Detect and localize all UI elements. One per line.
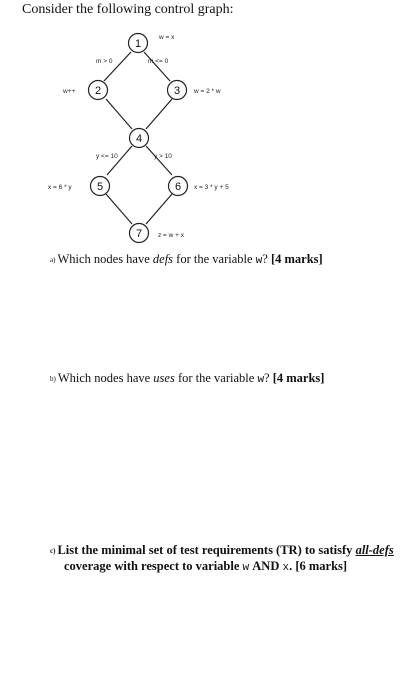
edge-6-7 <box>146 194 172 224</box>
question-b: b) Which nodes have uses for the variable w? [4 marks] <box>50 371 325 386</box>
annotation-node-6: x = 3 * y + 5 <box>194 184 229 191</box>
question-b-variable: w <box>257 374 265 386</box>
annotation-node-7: z = w + x <box>158 232 185 239</box>
question-a: a) Which nodes have defs for the variable w? [4 marks] <box>50 252 323 267</box>
question-c <box>50 543 394 576</box>
question-c-var1: w <box>242 562 250 574</box>
annotation-node-2: w++ <box>63 88 76 95</box>
question-c-line1: List the minimal set of test requirements (TR) to satisfy <box>57 543 356 557</box>
question-c-marker: c) <box>50 547 56 555</box>
node-5-label: 5 <box>96 181 104 193</box>
question-a-marker: a) <box>50 256 56 264</box>
edge-3-4 <box>146 99 172 129</box>
edge-label-1-2: m > 0 <box>96 58 113 65</box>
annotation-node-3: w = 2 * w <box>194 88 221 95</box>
node-6-label: 6 <box>174 181 182 193</box>
question-a-term: defs <box>152 252 174 266</box>
intro-text: Consider the following control graph: <box>22 2 234 17</box>
node-7-label: 7 <box>135 228 143 240</box>
question-c-var2: x <box>282 562 290 574</box>
question-c-line2: coverage with respect to variable <box>64 559 243 573</box>
annotation-node-5: x = 6 * y <box>48 184 72 191</box>
control-flow-graph <box>0 0 410 260</box>
question-a-marks: [4 marks] <box>270 252 323 266</box>
node-2-label: 2 <box>94 85 102 97</box>
question-c-and: AND <box>252 559 280 573</box>
node-3-label: 3 <box>173 85 181 97</box>
node-4-label: 4 <box>135 133 143 145</box>
edge-label-4-5: y <= 10 <box>96 153 118 160</box>
edge-4-6 <box>146 146 172 175</box>
question-b-term: uses <box>153 371 175 385</box>
edge-1-2 <box>104 52 131 81</box>
question-a-text: Which nodes have <box>57 252 153 266</box>
annotation-node-1: w = x <box>159 34 175 41</box>
question-b-marks: [4 marks] <box>272 371 325 385</box>
edge-1-3 <box>144 52 170 81</box>
question-b-text: Which nodes have <box>57 371 154 385</box>
edge-2-4 <box>106 99 132 129</box>
edge-label-1-3: m <= 0 <box>148 58 169 65</box>
question-c-term: all-defs <box>355 543 394 557</box>
edge-4-5 <box>107 146 132 175</box>
question-c-marks: . [6 marks] <box>289 559 348 573</box>
edge-5-7 <box>106 194 132 224</box>
node-1-label: 1 <box>134 38 142 50</box>
question-a-variable: w <box>255 255 263 267</box>
question-b-marker: b) <box>50 375 56 383</box>
edge-label-4-6: y > 10 <box>154 153 172 160</box>
